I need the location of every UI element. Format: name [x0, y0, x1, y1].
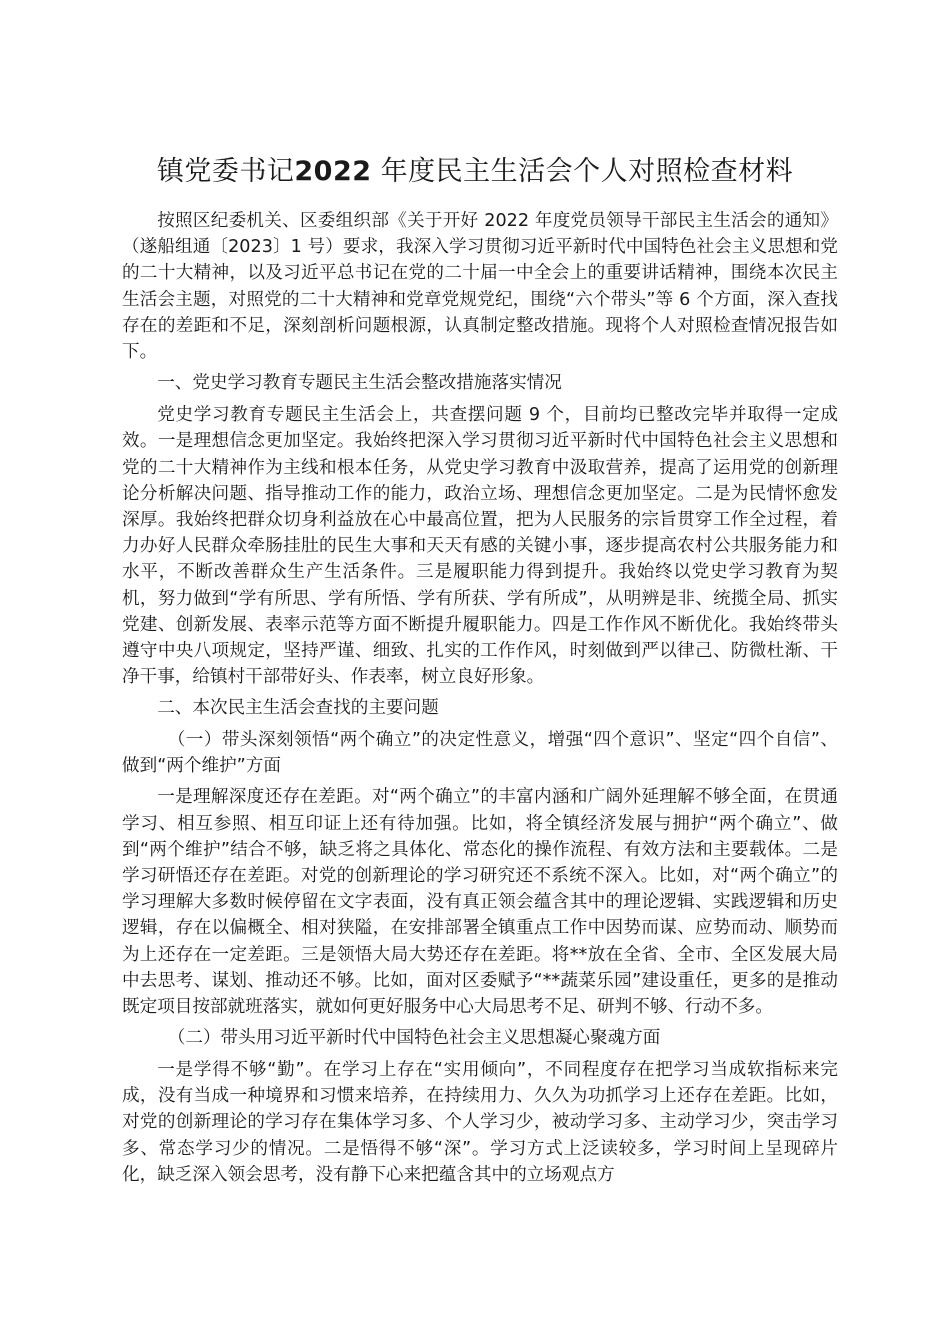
subsection1-heading: （一）带头深刻领悟“两个确立”的决定性意义，增强“四个意识”、坚定“四个自信”、做到“两个维护”方面: [122, 730, 838, 777]
section2-heading: 二、本次民主生活会查找的主要问题: [157, 698, 439, 719]
subsection1-paragraph: 一是理解深度还存在差距。对“两个确立”的丰富内涵和广阔外延理解不够全面，在贯通学习、相互参照、相互印证上还有待加强。比如，将全镇经济发展与拥护“两个确立”、做到“两个维护”结合不够，缺乏将之具体化、常态化的操作流程、有效方法和主要载体。二是学习研悟还存在差距。对党的创新理论的学习研究还不系统不深入。比如，对“两个确立”的学习理解大多数时候停留在文字表面，没有真正领会蕴含其中的理论逻辑、实践逻辑和历史逻辑，存在以偏概全、相对狭隘，在安排部署全镇重点工作中因势而谋、应势而动、顺势而为上还存在一定差距。三是领悟大局大势还存在差距。将**放在全省、全市、全区发展大局中去思考、谋划、推动还不够。比如，面对区委赋予“**蔬菜乐园”建设重任，更多的是推动既定项目按部就班落实，就如何更好服务中心大局思考不足、研判不够、行动不多。: [122, 787, 838, 1017]
document-title: [0, 152, 950, 192]
section1-paragraph: 党史学习教育专题民主生活会上，共查摆问题 9 个，目前均已整改完毕并取得一定成效。一是理想信念更加坚定。我始终把深入学习贯彻习近平新时代中国特色社会主义思想和党的二十大精神作为主线和根本任务，从党史学习教育中汲取营养，提高了运用党的创新理论分析解决问题、指导推动工作的能力，政治立场、理想信念更加坚定。二是为民情怀愈发深厚。我始终把群众切身利益放在心中最高位置，把为人民服务的宗旨贯穿工作全过程，着力办好人民群众牵肠挂肚的民生大事和天天有感的关键小事，逐步提高农村公共服务能力和水平，不断改善群众生产生活条件。三是履职能力得到提升。我始终以党史学习教育为契机，努力做到“学有所思、学有所悟、学有所获、学有所成”，从明辨是非、统揽全局、抓实党建、创新发展、表率示范等方面不断提升履职能力。四是工作作风不断优化。我始终带头遵守中央八项规定，坚持严谨、细致、扎实的工作作风，时刻做到严以律己、防微杜渐、干净干事，给镇村干部带好头、作表率，树立良好形象。: [122, 405, 838, 688]
document-body: [122, 208, 838, 1193]
intro-paragraph: 按照区纪委机关、区委组织部《关于开好 2022 年度党员领导干部民主生活会的通知》（遂船组通〔2023〕1 号）要求，我深入学习贯彻习近平新时代中国特色社会主义思想和党的二十大精神，以及习近平总书记在党的二十届一中全会上的重要讲话精神，围绕本次民主生活会主题，对照党的二十大精神和党章党规党纪，围绕“六个带头”等 6 个方面，深入查找存在的差距和不足，深刻剖析问题根源，认真制定整改措施。现将个人对照检查情况报告如下。: [122, 211, 838, 363]
subsection2-heading: （二）带头用习近平新时代中国特色社会主义思想凝心聚魂方面: [167, 1027, 661, 1048]
title-year: 2022: [294, 156, 372, 187]
section1-heading: 一、党史学习教育专题民主生活会整改措施落实情况: [157, 372, 562, 393]
title-prefix: 镇党委书记: [156, 156, 295, 187]
title-suffix: 年度民主生活会个人对照检查材料: [380, 156, 794, 187]
subsection2-paragraph: 一是学得不够“勤”。在学习上存在“实用倾向”，不同程度存在把学习当成软指标来完成，没有当成一种境界和习惯来培养，在持续用力、久久为功抓学习上还存在差距。比如，对党的创新理论的学习存在集体学习多、个人学习少，被动学习多、主动学习少，突击学习多、常态学习少的情况。二是悟得不够“深”。学习方式上泛读较多，学习时间上呈现碎片化，缺乏深入领会思考，没有静下心来把蕴含其中的立场观点方: [122, 1060, 838, 1185]
